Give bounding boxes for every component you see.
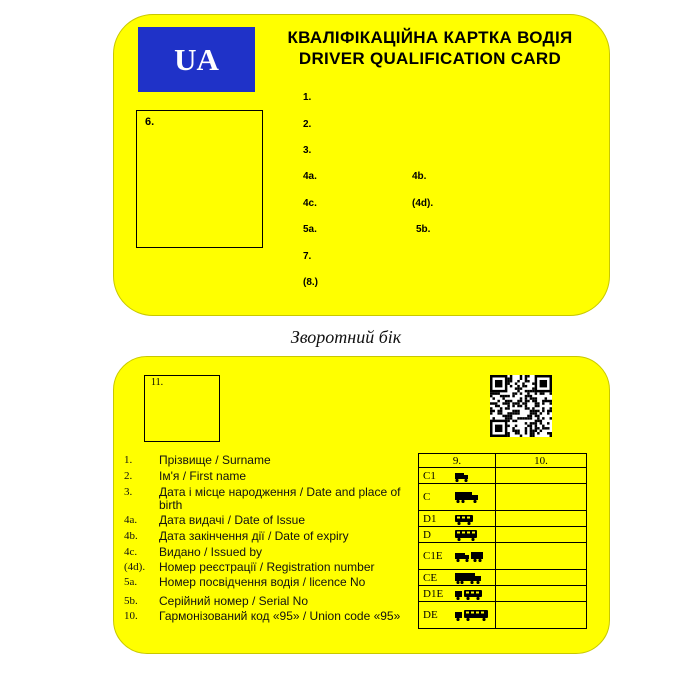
- field-5a-label: 5a.: [303, 224, 317, 235]
- category-row: [419, 586, 587, 602]
- legend-number: (4d).: [124, 561, 146, 573]
- field-4b-label: 4b.: [412, 171, 427, 182]
- category-table: [418, 453, 587, 629]
- card-title-english: DRIVER QUALIFICATION CARD: [298, 49, 562, 68]
- field-4c-label: 4c.: [303, 198, 317, 209]
- category-cell: [419, 468, 496, 484]
- legend-text: Видано / Issued by: [159, 545, 263, 559]
- category-row: [419, 511, 587, 527]
- field-11-box: [144, 375, 220, 442]
- category-value-cell: [496, 511, 587, 527]
- category-row: [419, 484, 587, 511]
- legend-text: Дата закінчення дії / Date of expiry: [159, 529, 349, 543]
- legend-text: Прізвище / Surname: [159, 453, 271, 467]
- legend-number: 5a.: [124, 576, 138, 588]
- legend-text: Дата і місце народження / Date and place of birth: [159, 485, 401, 512]
- qr-code-icon: [490, 375, 552, 437]
- category-row: [419, 602, 587, 629]
- category-cell: [419, 570, 496, 586]
- field-5b-label: 5b.: [416, 224, 431, 235]
- legend-number: 10.: [124, 610, 138, 622]
- legend-text: Серійний номер / Serial No: [159, 594, 309, 608]
- category-value-cell: [496, 484, 587, 511]
- category-row: [419, 543, 587, 570]
- card-title-ukrainian: КВАЛІФІКАЦІЙНА КАРТКА ВОДІЯ: [287, 28, 573, 47]
- card-front: [113, 14, 610, 316]
- legend-number: 3.: [124, 486, 133, 498]
- category-value-cell: [496, 543, 587, 570]
- category-code: C1E: [423, 550, 443, 562]
- card-back: [113, 356, 610, 654]
- category-row: [419, 527, 587, 543]
- category-cell: [419, 543, 496, 570]
- category-code: C: [423, 491, 431, 503]
- field-4a-label: 4a.: [303, 171, 317, 182]
- field-8-label: (8.): [303, 277, 318, 288]
- category-value-cell: [496, 602, 587, 629]
- legend-text: Дата видачі / Date of Issue: [159, 513, 306, 527]
- category-code: D: [423, 528, 431, 541]
- field-11-label: 11.: [151, 377, 164, 388]
- photo-field-label: 6.: [145, 116, 155, 128]
- legend-number: 1.: [124, 454, 133, 466]
- legend-number: 5b.: [124, 595, 138, 607]
- field-7-label: 7.: [303, 251, 312, 262]
- back-side-caption: Зворотний бік: [290, 327, 402, 347]
- category-value-cell: [496, 468, 587, 484]
- category-code: CE: [423, 571, 438, 584]
- category-value-cell: [496, 570, 587, 586]
- category-value-cell: [496, 586, 587, 602]
- category-code: D1E: [423, 587, 444, 600]
- legend-text: Ім'я / First name: [159, 469, 247, 483]
- category-code: D1: [423, 512, 437, 525]
- category-row: [419, 570, 587, 586]
- category-cell: [419, 484, 496, 511]
- field-4d-label: (4d).: [412, 198, 434, 209]
- legend-text: Гармонізований код «95» / Union code «95»: [159, 609, 401, 623]
- field-2-label: 2.: [303, 119, 312, 130]
- legend-number: 2.: [124, 470, 133, 482]
- category-code: C1: [423, 469, 436, 482]
- legend-number: 4b.: [124, 530, 138, 542]
- category-cell: [419, 586, 496, 602]
- category-cell: [419, 511, 496, 527]
- country-code-badge: UA: [138, 27, 255, 92]
- category-code: DE: [423, 609, 438, 621]
- legend-number: 4c.: [124, 546, 138, 558]
- column-9-header: 9.: [419, 454, 496, 468]
- category-row: [419, 468, 587, 484]
- category-value-cell: [496, 527, 587, 543]
- category-cell: [419, 602, 496, 629]
- column-10-header: 10.: [496, 454, 587, 468]
- legend-text: Номер реєстрації / Registration number: [159, 560, 375, 574]
- photo-placeholder: [136, 110, 263, 248]
- field-1-label: 1.: [303, 92, 312, 103]
- legend-text: Номер посвідчення водія / licence No: [159, 575, 366, 589]
- legend-number: 4a.: [124, 514, 138, 526]
- field-3-label: 3.: [303, 145, 312, 156]
- category-cell: [419, 527, 496, 543]
